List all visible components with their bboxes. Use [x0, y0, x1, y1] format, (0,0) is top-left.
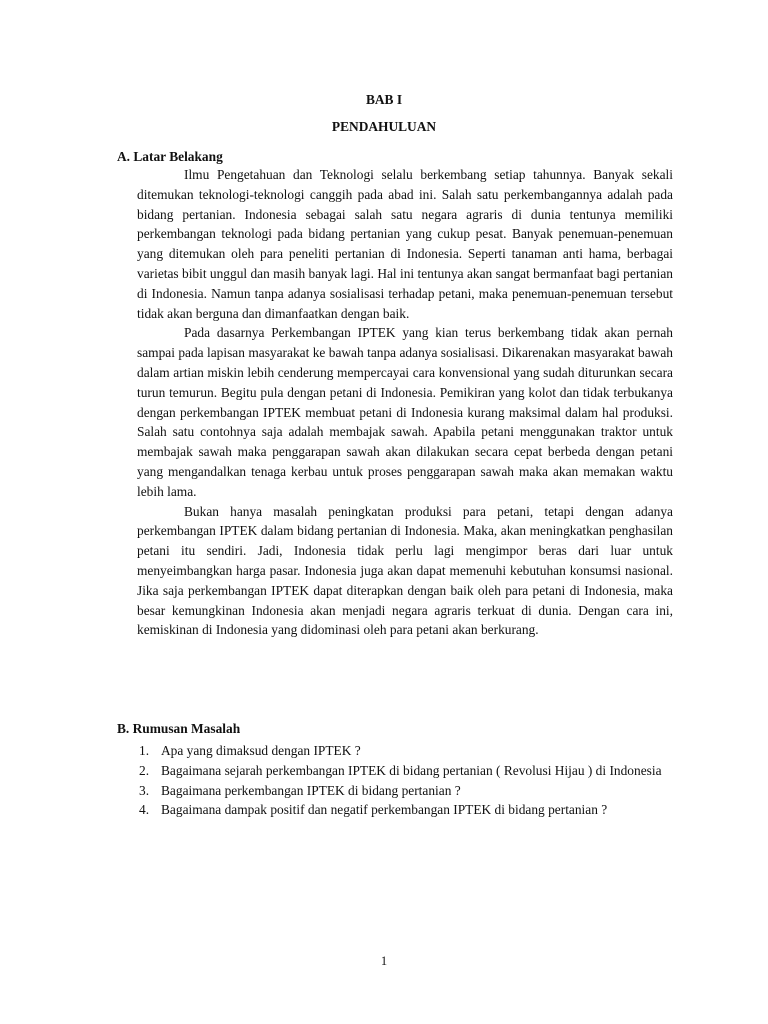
paragraph: Bukan hanya masalah peningkatan produksi para petani, tetapi dengan adanya perkembangan IPTEK dalam bidang pertanian di Indonesia. Maka, akan meningkatkan penghasilan petani itu sendiri. Jadi, Indonesia tidak perlu lagi mengimpor beras dari luar untuk menyeimbangkan harga pasar. Indonesia juga akan dapat memenuhi kebutuhan konsumsi nasional. Jika saja perkembangan IPTEK dapat diterapkan dengan baik oleh para petani di Indonesia, maka besar kemungkinan Indonesia akan menjadi negara agraris terkuat di dunia. Dengan cara ini, kemiskinan di Indonesia yang didominasi oleh para petani akan berkurang.: [137, 503, 673, 638]
page-number: 1: [380, 954, 388, 968]
list-item: [137, 800, 673, 820]
paragraph: Pada dasarnya Perkembangan IPTEK yang kian terus berkembang tidak akan pernah sampai pada lapisan masyarakat ke bawah tanpa adanya sosialisasi. Dikarenakan masyarakat bawah dalam artian miskin lebih cenderung mempercayai cara konvensional yang sudah diturunkan secara turun temurun. Begitu pula dengan petani di Indonesia. Pemikiran yang kolot dan tidak terbukanya dengan perkembangan IPTEK membuat petani di Indonesia kurang maksimal dalam hal produksi. Salah satu contohnya saja adalah membajak sawah. Apabila petani menggunakan traktor untuk membajak sawah maka penggarapan sawah akan dilakukan secara cepat berbeda dengan petani yang mengandalkan tenaga kerbau untuk proses penggarapan sawah maka akan memakan waktu lebih lama.: [137, 325, 673, 499]
list-item-text: Apa yang dimaksud dengan IPTEK ?: [161, 743, 361, 758]
section-heading-latar-belakang: A. Latar Belakang: [117, 149, 223, 164]
list-item-text: Bagaimana perkembangan IPTEK di bidang pertanian ?: [161, 782, 461, 798]
list-item-text: Bagaimana dampak positif dan negatif perkembangan IPTEK di bidang pertanian ?: [161, 802, 608, 818]
list-item: [137, 761, 673, 781]
section-body-latar-belakang: [137, 165, 673, 640]
list-item-number: 4.: [139, 802, 150, 818]
list-item-number: 3.: [139, 782, 150, 798]
list-item: [137, 741, 673, 761]
list-item-number: 2.: [139, 762, 150, 778]
list-item: [137, 781, 673, 801]
section-heading-rumusan-masalah: B. Rumusan Masalah: [117, 721, 241, 736]
problem-list: [137, 741, 673, 820]
list-item-number: 1.: [139, 743, 150, 758]
chapter-label: BAB I: [365, 92, 403, 107]
paragraph: Ilmu Pengetahuan dan Teknologi selalu berkembang setiap tahunnya. Banyak sekali ditemukan teknologi-teknologi canggih pada abad ini. Salah satu perkembangannya adalah pada bidang pertanian. Indonesia sebagai salah satu negara agraris di dunia tentunya memiliki perkembangan teknologi pada bidang pertanian yang cukup pesat. Banyak penemuan-penemuan yang ditemukan oleh para peneliti pertanian di Indonesia. Seperti tanaman anti hama, berbagai varietas bibit unggul dan masih banyak lagi. Hal ini tentunya akan sangat bermanfaat bagi pertanian di Indonesia. Namun tanpa adanya sosialisasi terhadap petani, maka penemuan-penemuan tersebut tidak akan berguna dan dimanfaatkan dengan baik.: [137, 167, 673, 321]
chapter-title: PENDAHULUAN: [331, 119, 437, 134]
list-item-text: Bagaimana sejarah perkembangan IPTEK di bidang pertanian ( Revolusi Hijau ) di Indonesia: [161, 762, 662, 778]
